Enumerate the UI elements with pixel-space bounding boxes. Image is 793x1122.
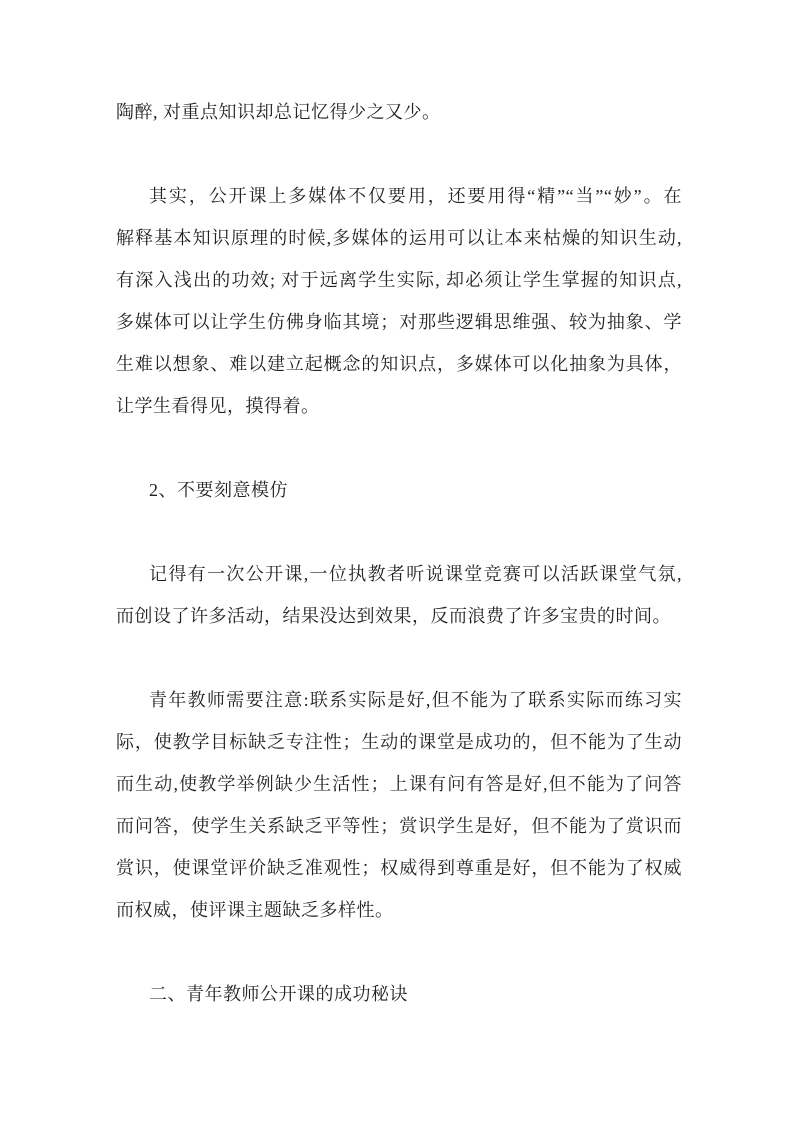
paragraph <box>116 553 682 637</box>
text-line: 赏识，使课堂评价缺乏准观性；权威得到尊重是好，但不能为了权威 <box>116 858 682 878</box>
paragraph <box>116 175 682 427</box>
text-line: 而生动,使教学举例缺少生活性；上课有问有答是好,但不能为了问答 <box>116 774 682 794</box>
text-line: 而创设了许多活动，结果没达到效果，反而浪费了许多宝贵的时间。 <box>116 606 671 626</box>
text-line: 有深入浅出的功效; 对于远离学生实际, 却必须让学生掌握的知识点, <box>116 270 682 290</box>
text-line: 解释基本知识原理的时候,多媒体的运用可以让本来枯燥的知识生动, <box>116 228 682 248</box>
text-line: 而权威，使评课主题缺乏多样性。 <box>116 900 394 920</box>
paragraph <box>116 973 682 1015</box>
text-line: 记得有一次公开课,一位执教者听说课堂竞赛可以活跃课堂气氛, <box>149 564 682 584</box>
text-line: 生难以想象、难以建立起概念的知识点，多媒体可以化抽象为具体， <box>116 354 682 374</box>
text-line: 而问答，使学生关系缺乏平等性；赏识学生是好，但不能为了赏识而 <box>116 816 682 836</box>
text-line: 让学生看得见，摸得着。 <box>116 396 320 416</box>
text-line: 二、青年教师公开课的成功秘诀 <box>149 984 408 1004</box>
paragraph <box>116 679 682 931</box>
text-line: 其实，公开课上多媒体不仅要用，还要用得“精”“当”“妙”。在 <box>149 186 682 206</box>
text-line: 青年教师需要注意:联系实际是好,但不能为了联系实际而练习实 <box>149 690 682 710</box>
text-line: 2、不要刻意模仿 <box>149 480 288 500</box>
text-line: 际，使教学目标缺乏专注性；生动的课堂是成功的，但不能为了生动 <box>116 732 682 752</box>
paragraph <box>116 469 682 511</box>
document-body <box>116 91 682 1015</box>
text-line: 多媒体可以让学生仿佛身临其境；对那些逻辑思维强、较为抽象、学 <box>116 312 682 332</box>
paragraph <box>116 91 682 133</box>
text-line: 陶醉, 对重点知识却总记忆得少之又少。 <box>116 102 441 122</box>
